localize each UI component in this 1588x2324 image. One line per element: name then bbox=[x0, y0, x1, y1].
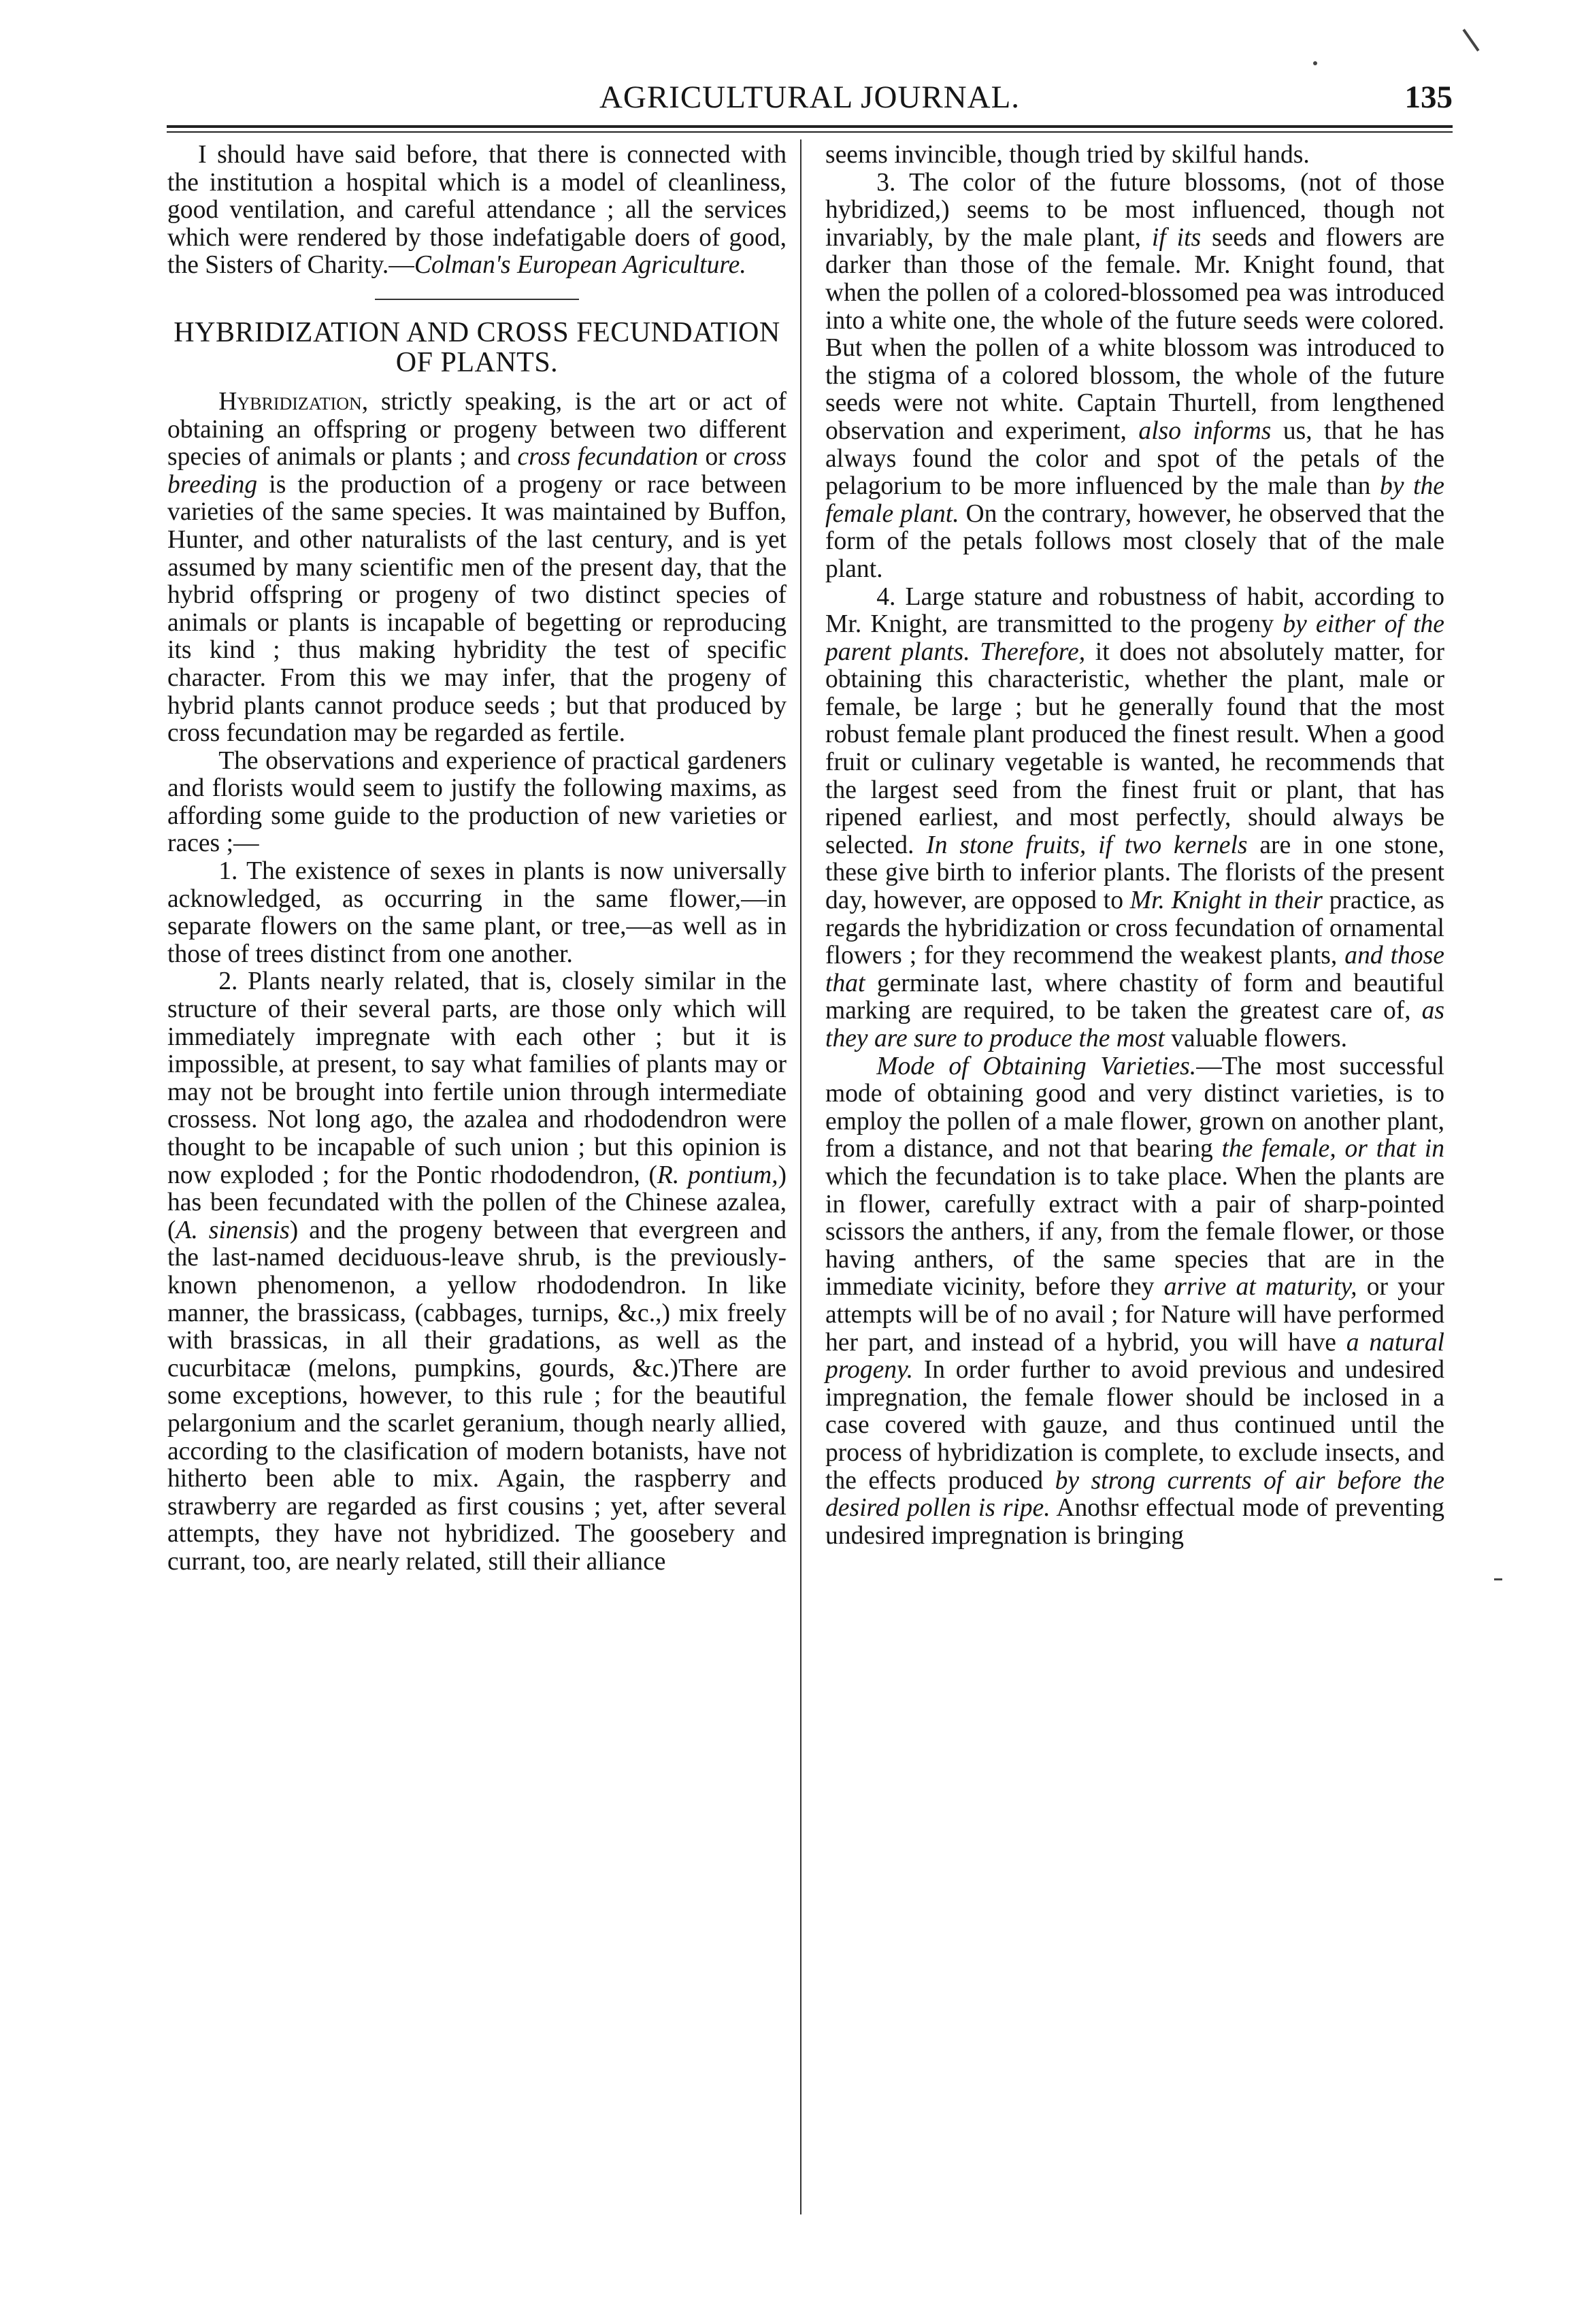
paragraph-hybridization: Hybridization, strictly speaking, is the art or act of obtaining an offspring or progeny between two different species of animals or plants ; and cross fecundation or cross breeding is the production of a progeny or race between varieties of the same species. It was maintained by Buffon, Hunter, and other naturalists of the last century, and is yet assumed by many scientific men of the present day, that the hybrid offspring or progeny of two distinct species of animals or plants is incapable of begetting or reproducing its kind ; thus making hybridity the test of specific character. From this we may infer, that the progeny of hybrid plants cannot produce seeds ; but that produced by cross fecundation may be regarded as fertile. bbox=[167, 387, 787, 748]
running-title: AGRICULTURAL JOURNAL. bbox=[599, 80, 1021, 115]
subheading: Mode of Obtaining Varieties. bbox=[876, 1052, 1197, 1080]
paragraph-maxim-1: 1. The existence of sexes in plants is now universally acknowledged, as occurring in the same flower,—in separate flowers on the same plant, or tree,—as well as in those of trees distinct from one another. bbox=[167, 857, 787, 968]
running-header bbox=[167, 76, 1453, 118]
paragraph-maxim-4: 4. Large stature and robustness of habit, according to Mr. Knight, are transmitted to the progeny by either of the parent plants. Therefore, it does not absolutely matter, for obtaining this characteristic, whether the plant, male or female, be large ; but he generally found that the most robust female plant produced the finest result. When a good fruit or culinary vegetable is wanted, he recommends that the largest seed from the finest fruit or plant, that has ripened earliest, and most perfectly, should always be selected. In stone fruits, if two kernels are in one stone, these give birth to inferior plants. The florists of the present day, however, are opposed to Mr. Knight in their practice, as regards the hybridization or cross fecundation of ornamental flowers ; for they recommend the weakest plants, and those that germinate last, where chastity of form and beautiful marking are required, to be taken the greatest care of, as they are sure to produce the most valuable flowers. bbox=[825, 582, 1445, 1052]
intro-text: I should have said before, that there is connected with the institution a hospital which is a model of cleanliness, good ventilation, and careful attendance ; all the services which were rendered by those indefatigable doers of good, the Sisters of Charity. bbox=[167, 141, 787, 280]
print-mark bbox=[1313, 61, 1317, 65]
header-rule bbox=[167, 125, 1453, 128]
paragraph-continuation: seems invincible, though tried by skilful hands. bbox=[825, 141, 1310, 169]
page-number: 135 bbox=[1404, 80, 1453, 115]
section-divider bbox=[375, 299, 579, 300]
print-mark bbox=[1462, 29, 1479, 51]
paragraph-maxim-2: 2. Plants nearly related, that is, closely similar in the structure of their several parts, are those only which will immediately impregnate with each other ; but it is impossible, at present, to say what families of plants may or may not be brought into fertile union through intermediate crossess. Not long ago, the azalea and rhododendron were thought to be incapable of such union ; but this opinion is now exploded ; for the Pontic rhododendron, (R. pontium,) has been fecundated with the pollen of the Chinese azalea, (A. sinensis) and the progeny between that evergreen and the last-named deciduous-leave shrub, is the previously-known phenomenon, a yellow rhododendron. In like manner, the brassicass, (cabbages, turnips, &c.,) mix freely with brassicas, in all their gradations, as well as the cucurbitacæ (melons, pumpkins, gourds, &c.)There are some exceptions, however, to this rule ; for the beautiful pelargonium and the scarlet geranium, though nearly allied, according to the clasification of modern botanists, have not hitherto been able to mix. Again, the raspberry and strawberry are regarded as first cousins ; yet, after several attempts, they have not hybridized. The goosebery and currant, too, are nearly related, still their alliance bbox=[167, 967, 787, 1576]
column-divider bbox=[800, 139, 801, 2214]
print-mark bbox=[1494, 1578, 1502, 1580]
header-rule-thin bbox=[167, 131, 1453, 133]
intro-source: Colman's European Agriculture. bbox=[414, 251, 746, 280]
right-column bbox=[825, 142, 1444, 1550]
intro-paragraph: I should have said before, that there is connected with the institution a hospital which is a model of cleanliness, good ventilation, and careful attendance ; all the services which were rendered by those indefatigable doers of good, the Sisters of Charity.—Colman's European Agriculture. bbox=[167, 141, 787, 280]
section-title: HYBRIDIZATION AND CROSS FECUNDATION OF PLANTS. bbox=[173, 316, 780, 378]
paragraph-observations: The observations and experience of practical gardeners and florists would seem to justify the following maxims, as affording some guide to the production of new varieties or races ;— bbox=[167, 746, 787, 858]
paragraph-maxim-3: 3. The color of the future blossoms, (not of those hybridized,) seems to be most influenced, though not invariably, by the male plant, if its seeds and flowers are darker than those of the female. Mr. Knight found, that when the pollen of a colored-blossomed pea was introduced into a white one, the whole of the future seeds were colored. But when the pollen of a white blossom was introduced to the stigma of a colored blossom, the whole of the future seeds were not white. Captain Thurtell, from lengthened observation and experiment, also informs us, that he has always found the color and spot of the petals of the pelagorium to be more influenced by the male than by the female plant. On the contrary, however, he observed that the form of the petals follows most closely that of the male plant. bbox=[825, 168, 1445, 583]
lead-word: Hybridization, bbox=[218, 387, 369, 416]
left-column bbox=[167, 142, 787, 1576]
paragraph-mode-of-obtaining: Mode of Obtaining Varieties.—The most successful mode of obtaining good and very distinct varieties, is to employ the pollen of a male flower, grown on another plant, from a distance, and not that bearing the female, or that in which the fecundation is to take place. When the plants are in flower, carefully extract with a pair of sharp-pointed scissors the anthers, if any, from the female flower, or those having anthers, of the same species that are in the immediate vicinity, before they arrive at maturity, or your attempts will be of no avail ; for Nature will have performed her part, and instead of a hybrid, you will have a natural progeny. In order further to avoid previous and undesired impregnation, the female flower should be inclosed in a case covered with gauze, and thus continued until the process of hybridization is complete, to exclude insects, and the effects produced by strong currents of air before the desired pollen is ripe. Anothsr effectual mode of preventing undesired impregnation is bringing bbox=[825, 1052, 1445, 1550]
